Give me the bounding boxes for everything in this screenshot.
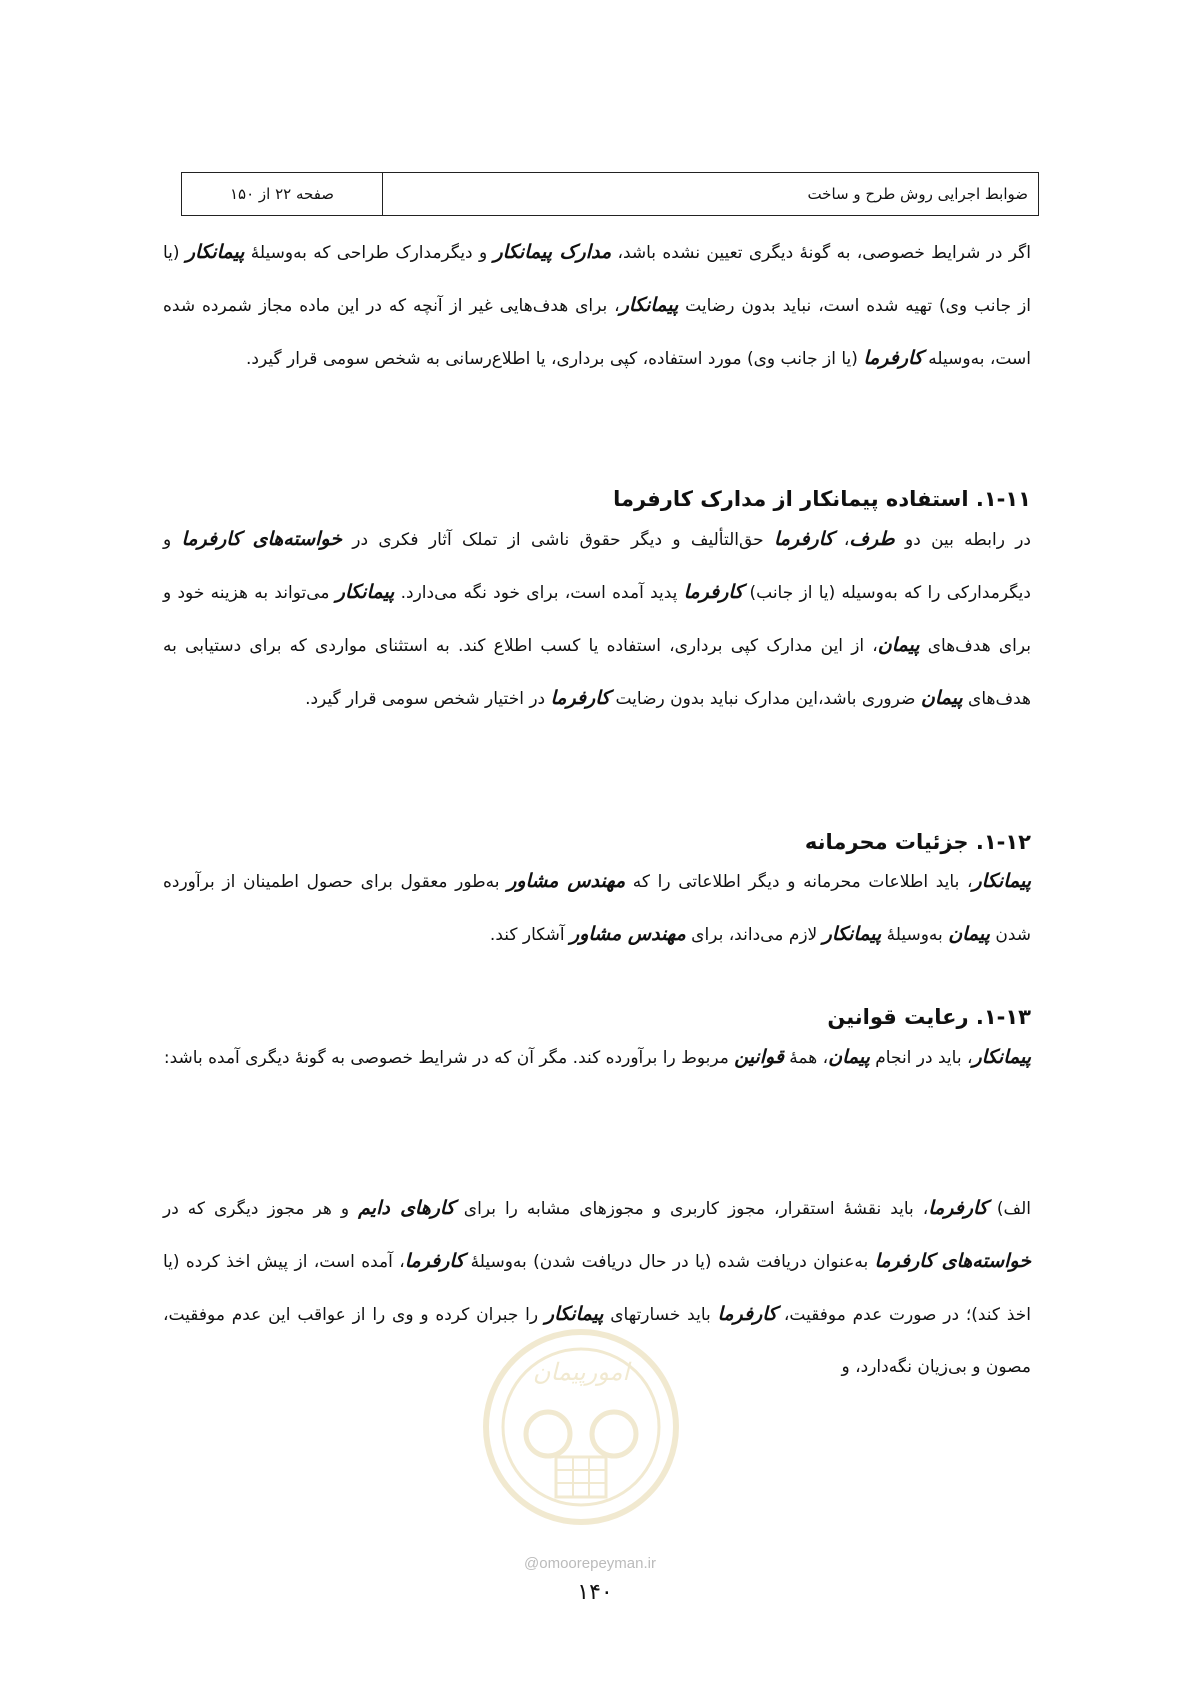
term-emphasis: پیمان [877, 634, 920, 656]
term-emphasis: پیمانکار [822, 923, 882, 945]
watermark-url: @omoorepeyman.ir [524, 1555, 656, 1572]
text-run: ، از این مدارک کپی برداری، استفاده یا کسب اطلاع کند. به استثنای مواردی که برای دستیابی به هدف‌های [163, 636, 1031, 709]
term-emphasis: پیمان [948, 923, 990, 945]
text-run: می‌تواند به هزینه خود و برای هدف‌های [163, 583, 1031, 656]
text-run: حق‌التألیف و دیگر حقوق ناشی از تملک آثار فکری در [341, 530, 775, 550]
text-run: مربوط را برآورده کند. مگر آن که در شرایط خصوصی به گونهٔ دیگری آمده باشد: [163, 1048, 735, 1068]
term-emphasis: مدارک پیمانکار [493, 241, 612, 263]
text-run: و دیگرمدارک طراحی که به‌وسیلهٔ [244, 243, 494, 263]
text-run: ، باید اطلاعات محرمانه و دیگر اطلاعاتی را که [625, 872, 973, 892]
term-emphasis: پیمانکار [619, 294, 679, 316]
term-emphasis: پیمانکار [335, 581, 395, 603]
text-run: ، برای هدف‌هایی غیر از آنچه که در این ماده مجاز شمرده شده است، به‌وسیله [163, 296, 1031, 369]
text-run: آشکار کند. [489, 925, 571, 945]
section-1-13-paragraph [163, 1031, 1031, 1084]
text-run: (یا از جانب وی) مورد استفاده، کپی برداری، یا اطلاع‌رسانی به شخص سومی قرار گیرد. [246, 349, 864, 369]
term-emphasis: طرف [849, 528, 895, 550]
text-run: در رابطه بین دو [894, 530, 1031, 550]
text-run: اگر در شرایط خصوصی، به گونهٔ دیگری تعیین نشده باشد، [611, 243, 1032, 263]
text-run: به‌عنوان دریافت شده (یا در حال دریافت شدن) به‌وسیلهٔ [464, 1252, 875, 1272]
watermark-seal-icon [476, 1322, 686, 1552]
term-emphasis: خواسته‌های کارفرما [874, 1250, 1031, 1272]
text-run: ، باید در انجام [869, 1048, 973, 1068]
term-emphasis: قوانین [734, 1046, 784, 1068]
text-run: ، آمده است، از پیش اخذ کرده (یا اخذ کند)؛ در صورت عدم موفقیت، [163, 1252, 1031, 1325]
intro-section [163, 226, 1031, 385]
section-1-13-title: ۱-۱۳. رعایت قوانین [827, 1005, 1031, 1029]
text-run: پدید آمده است، برای خود نگه می‌دارد. [394, 583, 684, 603]
text-run: ، همهٔ [783, 1048, 829, 1068]
text-run: را جبران کرده و وی را از عواقب این عدم موفقیت، مصون و بی‌زیان نگه‌دارد، و [163, 1305, 1031, 1377]
seal-text: امورپیمان [532, 1358, 630, 1386]
text-run: ضروری باشد،این مدارک نباید بدون رضایت [610, 689, 921, 709]
term-emphasis: پیمانکار [544, 1303, 604, 1325]
section-1-11-paragraph [163, 513, 1031, 725]
text-run: در اختیار شخص سومی قرار گیرد. [305, 689, 551, 709]
section-1-12-title: ۱-۱۲. جزئیات محرمانه [804, 830, 1031, 854]
term-emphasis: کارفرما [550, 687, 611, 709]
page-number: ۱۴۰ [577, 1580, 613, 1605]
text-run: و دیگرمدارکی را که به‌وسیله (یا از جانب) [163, 530, 1031, 603]
term-emphasis: مهندس مشاور [570, 923, 686, 945]
section-1-12-paragraph [163, 855, 1031, 961]
term-emphasis: خواسته‌های کارفرما [181, 528, 342, 550]
section-1-12 [163, 855, 1031, 961]
term-emphasis: کارفرما [774, 528, 834, 550]
page-label: صفحه ۲۲ از ۱۵۰ [229, 185, 335, 203]
term-emphasis: کارفرما [928, 1197, 988, 1219]
term-emphasis: پیمان [828, 1046, 870, 1068]
term-emphasis: کارهای دایم [358, 1197, 455, 1219]
text-run: و هر مجوز دیگری که در [163, 1199, 359, 1219]
text-run: لازم می‌داند، برای [685, 925, 823, 945]
intro-paragraph [163, 226, 1031, 385]
section-1-11 [163, 513, 1031, 725]
text-run: ، [833, 530, 850, 550]
section-1-13 [163, 1031, 1031, 1084]
term-emphasis: کارفرما [863, 347, 923, 369]
document-title: ضوابط اجرایی روش طرح و ساخت [382, 173, 1038, 215]
text-run: به‌طور معقول برای حصول اطمینان از برآورده شدن [163, 872, 1031, 945]
term-emphasis: مهندس مشاور [507, 870, 626, 892]
text-run: باید خسارتهای [603, 1305, 718, 1325]
page-header [181, 172, 1039, 216]
text-run: به‌وسیلهٔ [881, 925, 949, 945]
term-emphasis: کارفرما [717, 1303, 778, 1325]
term-emphasis: پیمانکار [972, 870, 1031, 892]
term-emphasis: پیمانکار [972, 1046, 1031, 1068]
term-emphasis: کارفرما [683, 581, 744, 603]
term-emphasis: کارفرما [404, 1250, 465, 1272]
text-run: الف) [987, 1199, 1031, 1219]
text-run: (یا از جانب وی) تهیه شده است، نباید بدون رضایت [163, 243, 1032, 316]
term-emphasis: پیمان [920, 687, 963, 709]
section-1-11-title: ۱-۱۱. استفاده پیمانکار از مدارک کارفرما [613, 487, 1031, 511]
term-emphasis: پیمانکار [185, 241, 245, 263]
text-run: ، باید نقشهٔ استقرار، مجوز کاربری و مجوزهای مشابه را برای [454, 1199, 929, 1219]
